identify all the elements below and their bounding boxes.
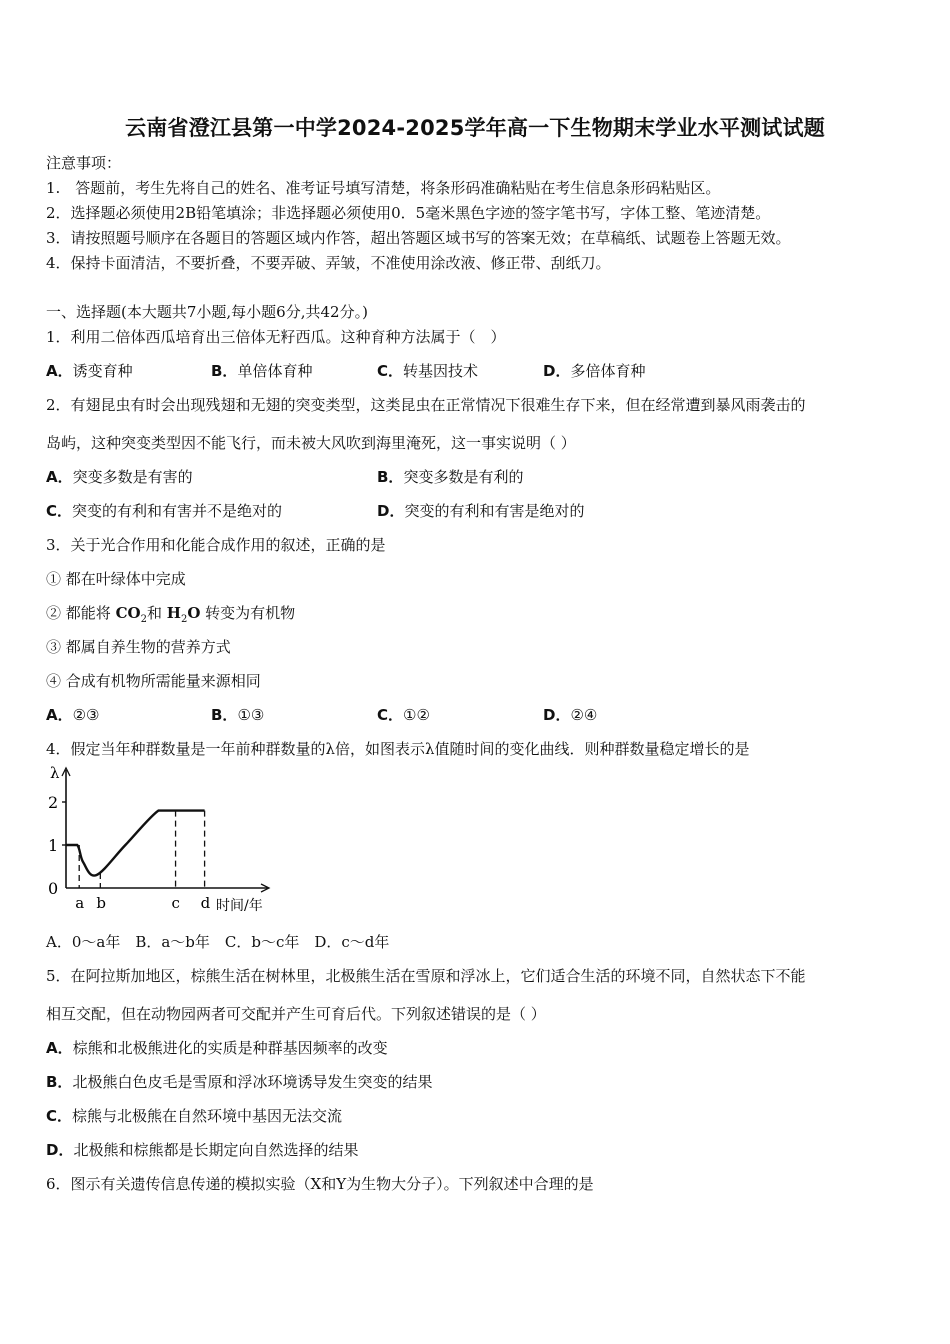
- q5-option-c: C．棕熊与北极熊在自然环境中基因无法交流: [46, 1107, 343, 1125]
- lambda-chart: [40, 760, 285, 920]
- q3-statement-2: ② 都能将 $CO_2$和 $H_2O$ 转变为有机物: [46, 604, 296, 625]
- x-tick-label: b: [96, 894, 106, 912]
- q3-statement-4: ④ 合成有机物所需能量来源相同: [46, 672, 261, 690]
- q1-option-c: C．转基因技术: [377, 362, 479, 380]
- question-6-stem: 6．图示有关遗传信息传递的模拟实验（X和Y为生物大分子）。下列叙述中合理的是: [46, 1175, 594, 1193]
- q3-option-a: A．②③: [46, 706, 100, 724]
- question-5-stem: 5．在阿拉斯加地区，棕熊生活在树林里，北极熊生活在雪原和浮冰上，它们适合生活的环境不同，自然状态下不能: [46, 967, 806, 985]
- q2-option-c: C．突变的有利和有害并不是绝对的: [46, 502, 283, 520]
- q3-statement-3: ③ 都属自养生物的营养方式: [46, 638, 231, 656]
- question-1-stem: 1．利用二倍体西瓜培育出三倍体无籽西瓜。这种育种方法属于（ ）: [46, 328, 506, 346]
- q3-option-d: D．②④: [543, 706, 598, 724]
- y-tick-label: 0: [48, 879, 59, 898]
- question-2-stem-cont: 岛屿，这种突变类型因不能飞行，而未被大风吹到海里淹死，这一事实说明（ ）: [46, 434, 576, 452]
- q1-option-d: D．多倍体育种: [543, 362, 646, 380]
- section-heading: 一、选择题(本大题共7小题,每小题6分,共42分。): [46, 303, 368, 321]
- lambda-curve: [66, 811, 205, 876]
- q5-option-b: B．北极熊白色皮毛是雪原和浮冰环境诱导发生突变的结果: [46, 1073, 433, 1091]
- q5-option-d: D．北极熊和棕熊都是长期定向自然选择的结果: [46, 1141, 359, 1159]
- question-3-stem: 3．关于光合作用和化能合成作用的叙述，正确的是: [46, 536, 386, 554]
- q3-statement-1: ① 都在叶绿体中完成: [46, 570, 186, 588]
- q2-option-a: A．突变多数是有害的: [46, 468, 193, 486]
- q3-option-c: C．①②: [377, 706, 430, 724]
- page-title: 云南省澄江县第一中学2024-2025学年高一下生物期末学业水平测试试题: [125, 116, 825, 140]
- y-tick-label: 2: [48, 793, 59, 812]
- question-5-stem-cont: 相互交配，但在动物园两者可交配并产生可育后代。下列叙述错误的是（ ）: [46, 1005, 546, 1023]
- q5-option-a: A．棕熊和北极熊进化的实质是种群基因频率的改变: [46, 1039, 388, 1057]
- notice-item: 3．请按照题号顺序在各题目的答题区域内作答，超出答题区域书写的答案无效；在草稿纸、试题卷上答题无效。: [46, 229, 791, 247]
- q2-option-b: B．突变多数是有利的: [377, 468, 524, 486]
- y-axis-label: λ: [50, 764, 60, 782]
- notice-item: 2．选择题必须使用2B铅笔填涂；非选择题必须使用0．5毫米黑色字迹的签字笔书写，字体工整、笔迹清楚。: [46, 204, 771, 222]
- q3-option-b: B．①③: [211, 706, 265, 724]
- y-tick-label: 1: [48, 836, 59, 855]
- q4-options: A．0～a年 B．a～b年 C．b～c年 D．c～d年: [46, 933, 390, 951]
- question-4-stem: 4．假定当年种群数量是一年前种群数量的λ倍，如图表示λ值随时间的变化曲线．则种群数量稳定增长的是: [46, 740, 750, 758]
- x-tick-label: d: [200, 894, 211, 912]
- q1-option-b: B．单倍体育种: [211, 362, 313, 380]
- question-2-stem: 2．有翅昆虫有时会出现残翅和无翅的突变类型，这类昆虫在正常情况下很难生存下来，但在经常遭到暴风雨袭击的: [46, 396, 806, 414]
- x-tick-label: a: [75, 894, 85, 912]
- chart-axes: [62, 768, 269, 892]
- notice-item: 1. 答题前，考生先将自己的姓名、准考证号填写清楚，将条形码准确粘贴在考生信息条形码粘贴区。: [46, 179, 721, 197]
- notice-item: 4．保持卡面清洁，不要折叠，不要弄破、弄皱，不准使用涂改液、修正带、刮纸刀。: [46, 254, 611, 272]
- x-axis-label: 时间/年: [216, 898, 263, 914]
- q2-option-d: D．突变的有利和有害是绝对的: [377, 502, 585, 520]
- q1-option-a: A．诱变育种: [46, 362, 133, 380]
- x-tick-label: c: [171, 894, 180, 912]
- notice-heading: 注意事项：: [46, 154, 122, 172]
